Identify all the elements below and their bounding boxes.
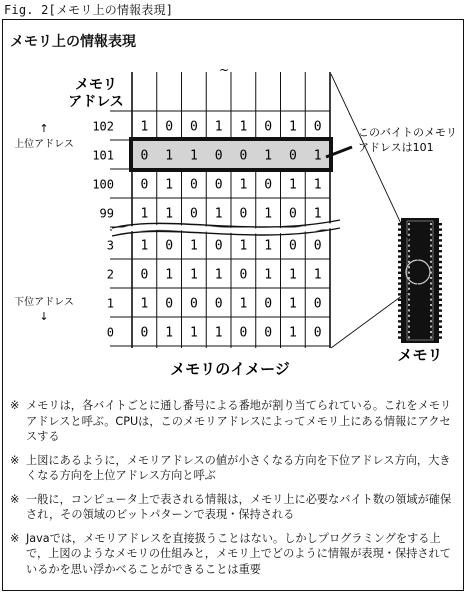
chip-pin [408, 288, 410, 290]
chip-pin [430, 293, 432, 295]
chip-pin [398, 309, 401, 311]
chip-pin [398, 255, 401, 257]
chip-pin [398, 304, 401, 306]
chip-pin [408, 223, 410, 225]
chip-pin [439, 223, 442, 225]
bit-value: 1 [264, 267, 273, 283]
chip-pin [430, 309, 432, 311]
notes-list [10, 398, 456, 585]
note-text: 一般に，コンピュータ上で表される情報は，メモリ上に必要なバイト数の領域が確保され，その領域のビットパターンで表現・保持される [26, 492, 452, 521]
bottom-row [107, 288, 330, 317]
chip-pin [430, 234, 432, 236]
column-header-line2: アドレス [68, 94, 124, 110]
chip-pin [439, 239, 442, 241]
chip-pin [398, 299, 401, 301]
note-text: メモリは，各バイトごとに通し番号による番地が割り当てられている。これをメモリアドレスと呼ぶ。CPUは，このメモリアドレスによってメモリ上にある情報にアクセスする [26, 399, 452, 443]
bit-value: 1 [140, 296, 149, 312]
chip-pin [430, 282, 432, 284]
column-header-line1: メモリ [75, 77, 117, 93]
bit-value: 0 [288, 206, 297, 222]
bit-value: 1 [214, 119, 223, 135]
highlighted-byte-fill [132, 140, 330, 169]
bit-value: 0 [165, 296, 174, 312]
upper-address-label: 上位アドレス [14, 139, 74, 150]
bit-value: 0 [313, 325, 322, 341]
note-item [10, 453, 456, 484]
bit-value: 0 [214, 177, 223, 193]
memory-chip [398, 218, 442, 343]
chip-pin [408, 250, 410, 252]
bit-value: 0 [214, 238, 223, 254]
chip-pin [439, 266, 442, 268]
chip-pin [398, 239, 401, 241]
bit-value: 1 [140, 206, 149, 222]
note-mark: ※ [10, 453, 20, 467]
chip-pin [439, 336, 442, 338]
chip-pin [439, 326, 442, 328]
upper-address-arrow: ↑ [39, 122, 49, 135]
bit-value: 0 [165, 238, 174, 254]
bit-value: 1 [239, 119, 248, 135]
chip-pin [439, 282, 442, 284]
top-row [92, 139, 331, 170]
callout-text-line1: このバイトのメモリ [358, 126, 457, 139]
chip-pin [430, 228, 432, 230]
bit-value: 1 [165, 206, 174, 222]
chip-pin [439, 228, 442, 230]
bit-value: 1 [288, 267, 297, 283]
bit-value: 1 [214, 325, 223, 341]
bottom-row [107, 259, 330, 288]
bit-value: 1 [264, 238, 273, 254]
chip-pin [408, 245, 410, 247]
chip-pin [398, 272, 401, 274]
figure-caption: Fig. 2[メモリ上の情報表現] [4, 3, 174, 17]
chip-pin [408, 277, 410, 279]
chip-pin [430, 331, 432, 333]
chip-pin [398, 288, 401, 290]
chip-pin [439, 315, 442, 317]
chip-pin [398, 277, 401, 279]
chip-pin [408, 309, 410, 311]
bit-value: 0 [140, 267, 149, 283]
bit-value: 0 [214, 296, 223, 312]
note-item [10, 531, 456, 578]
chip-pin [439, 277, 442, 279]
chip-pin [408, 320, 410, 322]
chip-pin [398, 326, 401, 328]
bit-value: 0 [239, 325, 248, 341]
chip-pin [408, 315, 410, 317]
chip-pin [439, 299, 442, 301]
chip-pin [408, 272, 410, 274]
bit-value: 0 [288, 238, 297, 254]
chip-pin [439, 245, 442, 247]
bit-value: 1 [214, 206, 223, 222]
top-row [92, 111, 330, 140]
bit-value: 1 [189, 267, 198, 283]
chip-pin [430, 245, 432, 247]
memory-label: メモリ [397, 346, 443, 364]
chip-pin [439, 293, 442, 295]
bit-value: 1 [165, 267, 174, 283]
chip-pin [398, 331, 401, 333]
memory-image-label: メモリのイメージ [170, 360, 290, 378]
chip-pin [439, 331, 442, 333]
bit-value: 1 [239, 296, 248, 312]
bit-value: 1 [239, 238, 248, 254]
memory-address: 100 [92, 177, 114, 192]
bit-value: 0 [313, 238, 322, 254]
bit-value: 1 [313, 267, 322, 283]
chip-pin [430, 272, 432, 274]
bit-value: 0 [264, 119, 273, 135]
bit-value: 1 [264, 148, 273, 164]
bit-value: 1 [288, 119, 297, 135]
chip-pin [430, 299, 432, 301]
chip-pin [430, 239, 432, 241]
chip-pin [408, 261, 410, 263]
bit-value: 1 [165, 177, 174, 193]
chip-pin [408, 234, 410, 236]
note-mark: ※ [10, 399, 20, 412]
bit-value: 0 [264, 296, 273, 312]
chip-pin [408, 336, 410, 338]
bit-value: 1 [140, 119, 149, 135]
note-item [10, 398, 456, 445]
chip-pin [430, 315, 432, 317]
chip-pin [439, 320, 442, 322]
zoom-line-top [331, 74, 418, 260]
bit-value: 0 [189, 206, 198, 222]
figure-heading: メモリ上の情報表現 [10, 34, 136, 50]
bit-value: 0 [264, 177, 273, 193]
note-mark: ※ [10, 492, 20, 506]
chip-pin [408, 326, 410, 328]
bit-value: 1 [264, 206, 273, 222]
top-row [100, 198, 330, 227]
bit-value: 0 [189, 296, 198, 312]
memory-address: 1 [106, 296, 114, 311]
chip-pin [439, 255, 442, 257]
bit-value: 1 [288, 177, 297, 193]
bit-value: 0 [165, 119, 174, 135]
chip-pin [398, 234, 401, 236]
chip-pin [408, 331, 410, 333]
chip-pin [430, 304, 432, 306]
chip-pin [398, 293, 401, 295]
bit-value: 1 [288, 296, 297, 312]
chip-pin [430, 277, 432, 279]
bit-value: 0 [214, 148, 223, 164]
chip-pin [439, 261, 442, 263]
memory-address: 3 [106, 238, 114, 253]
memory-address: 99 [99, 206, 114, 221]
chip-pin [408, 304, 410, 306]
chip-pin [439, 250, 442, 252]
chip-pin [430, 255, 432, 257]
chip-pin [408, 299, 410, 301]
memory-address: 0 [106, 325, 114, 340]
continuation-tilde: ~ [218, 63, 230, 77]
bit-value: 0 [313, 119, 322, 135]
note-mark: ※ [10, 531, 20, 545]
chip-pin [398, 228, 401, 230]
bit-value: 0 [140, 325, 149, 341]
bit-value: 0 [313, 296, 322, 312]
chip-pin [439, 304, 442, 306]
chip-pin [408, 228, 410, 230]
bit-value: 0 [140, 148, 149, 164]
bit-value: 1 [313, 148, 322, 164]
chip-pin [439, 288, 442, 290]
chip-pin [398, 282, 401, 284]
chip-pin [439, 272, 442, 274]
chip-pin [430, 223, 432, 225]
bit-value: 0 [189, 177, 198, 193]
memory-address: 2 [106, 267, 114, 282]
bit-value: 0 [288, 148, 297, 164]
note-item [10, 492, 456, 523]
chip-pin [408, 255, 410, 257]
bit-value: 1 [214, 267, 223, 283]
top-row [92, 169, 330, 198]
bit-value: 1 [140, 238, 149, 254]
chip-pin [439, 234, 442, 236]
bottom-row [107, 317, 330, 346]
chip-pin [430, 320, 432, 322]
chip-pin [439, 309, 442, 311]
bit-value: 1 [313, 206, 322, 222]
chip-pin [408, 266, 410, 268]
chip-pin [398, 245, 401, 247]
bit-value: 0 [239, 267, 248, 283]
chip-pin [430, 336, 432, 338]
bit-value: 0 [189, 119, 198, 135]
bit-value: 0 [264, 325, 273, 341]
memory-address: 101 [92, 148, 114, 163]
bit-value: 1 [189, 238, 198, 254]
bit-value: 1 [189, 148, 198, 164]
lower-address-label: 下位アドレス [14, 297, 74, 308]
chip-pin [398, 250, 401, 252]
chip-pin [430, 288, 432, 290]
chip-pin [398, 336, 401, 338]
bit-value: 1 [288, 325, 297, 341]
chip-pin [408, 282, 410, 284]
chip-pin [430, 250, 432, 252]
bit-value: 1 [189, 325, 198, 341]
chip-pin [398, 261, 401, 263]
bit-value: 1 [239, 177, 248, 193]
note-text: 上図にあるように，メモリアドレスの値が小さくなる方向を下位アドレス方向，大きくなる方向を上位アドレス方向と呼ぶ [26, 453, 451, 482]
chip-pin [398, 266, 401, 268]
chip-pin [430, 326, 432, 328]
bit-value: 1 [313, 177, 322, 193]
lower-address-arrow: ↓ [39, 310, 49, 323]
bit-value: 0 [140, 177, 149, 193]
memory-address: 102 [92, 119, 114, 134]
chip-pin [408, 293, 410, 295]
chip-pin [398, 315, 401, 317]
callout-text-line2: アドレスは101 [358, 141, 434, 154]
chip-pin [430, 261, 432, 263]
bit-value: 0 [239, 206, 248, 222]
note-text: Javaでは，メモリアドレスを直接扱うことはない。しかしプログラミングをする上で，上図のようなメモリの仕組みと，メモリ上でどのように情報が表現・保持されているかを思い浮かべることができることは重要 [26, 531, 451, 576]
bit-value: 1 [165, 325, 174, 341]
chip-pin [430, 266, 432, 268]
bit-value: 0 [239, 148, 248, 164]
bit-value: 1 [165, 148, 174, 164]
chip-pin [398, 320, 401, 322]
